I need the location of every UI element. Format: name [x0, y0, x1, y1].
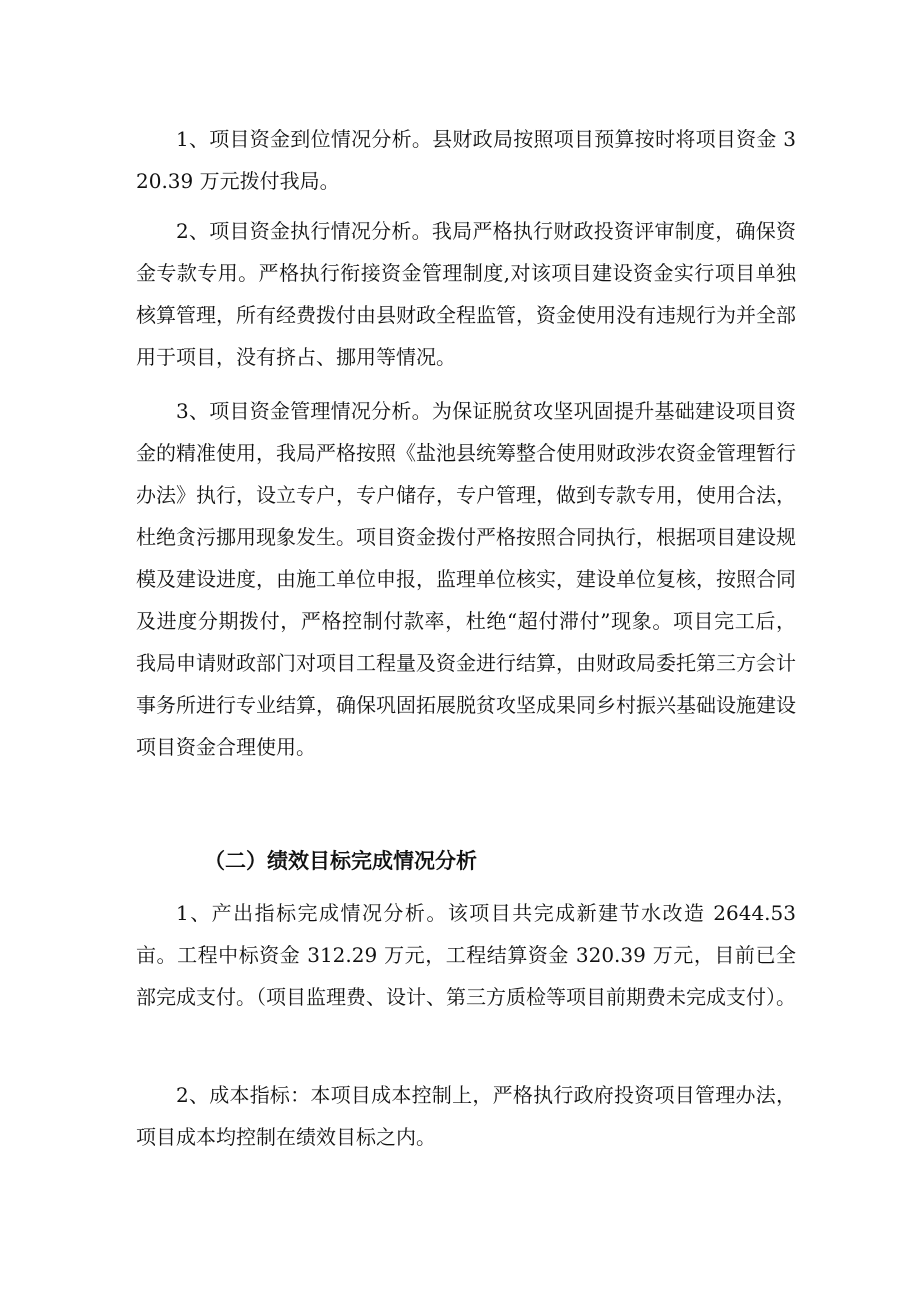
paragraph-fund-management: 3、项目资金管理情况分析。为保证脱贫攻坚巩固提升基础建设项目资金的精准使用，我局严格按照《盐池县统筹整合使用财政涉农资金管理暂行办法》执行，设立专户，专户储存，专户管理，做到专款专用，使用合法，杜绝贪污挪用现象发生。项目资金拨付严格按照合同执行，根据项目建设规模及建设进度，由施工单位申报，监理单位核实，建设单位复核，按照合同及进度分期拨付，严格控制付款率，杜绝“超付滞付”现象。项目完工后，我局申请财政部门对项目工程量及资金进行结算，由财政局委托第三方会计事务所进行专业结算，确保巩固拓展脱贫攻坚成果同乡村振兴基础设施建设项目资金合理使用。 [136, 399, 796, 759]
paragraph-output-indicators: 1、产出指标完成情况分析。该项目共完成新建节水改造 2644.53 亩。工程中标资金 312.29 万元，工程结算资金 320.39 万元，目前已全部完成支付。（项目监理费、设计、第三方质检等项目前期费未完成支付）。 [136, 901, 796, 1009]
paragraph-cost-indicators: 2、成本指标：本项目成本控制上，严格执行政府投资项目管理办法，项目成本均控制在绩效目标之内。 [136, 1083, 796, 1149]
section-heading-performance-goals: （二）绩效目标完成情况分析 [204, 849, 477, 873]
paragraph-fund-arrival: 1、项目资金到位情况分析。县财政局按照项目预算按时将项目资金 320.39 万元拨付我局。 [136, 127, 796, 193]
paragraph-fund-execution: 2、项目资金执行情况分析。我局严格执行财政投资评审制度，确保资金专款专用。严格执行衔接资金管理制度,对该项目建设资金实行项目单独核算管理，所有经费拨付由县财政全程监管，资金使用没有违规行为并全部用于项目，没有挤占、挪用等情况。 [136, 219, 796, 369]
